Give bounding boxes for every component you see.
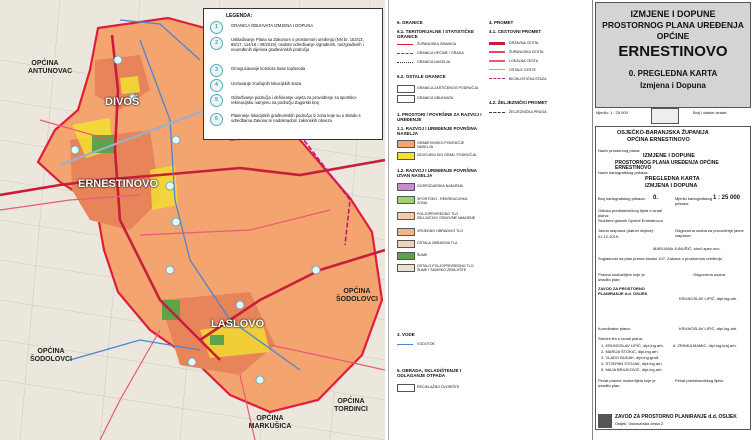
scale-label: Mjerilo kartografskog prikaza: [675,196,713,206]
legend-row: OSTALO POLJOPRIVREDNO TLO, ŠUME I ŠUMSKO ZEMLJIŠTE [417,264,475,272]
maker-name: ZAVOD ZA PROSTORNO PLANIRANJE d.d. OSIJEK [598,286,648,296]
swatch-detached-zone [397,152,415,160]
team-member: 3. VLADO BUDAK, dipl.ing.građ. [601,355,660,360]
team-member: 4. STJEPAN STOJAK, dipl.ing.arh. [601,361,663,366]
section-title: 4. PROMET [489,20,514,25]
swatch-rail [489,112,505,113]
legend-num: 2 [210,37,223,50]
legend-row: BICIKLISTIČKA STAZA [509,77,547,81]
map-label: Naziv kartografskog prikaza: [598,170,649,175]
swatch-recycling [397,384,415,392]
legend-row: GRANICA ZAŠTIĆENOG PODRUČJA [417,86,479,90]
swatch-local-road [489,60,505,62]
legend-row: VODOTOK [417,342,435,346]
legend-row: ŠUME [417,253,428,257]
legend-row: GRANICA NASELJA [417,60,451,64]
plan-name-2: PROSTORNOG PLANA UREĐENJA OPĆINE ERNESTINOVO [615,160,719,171]
public-label: Javna rasprava (datum objave): [598,228,655,233]
seal-label: Pečat pravne osobe/tijela koje je izradilo plan: [598,378,656,388]
swatch-protected [397,85,415,93]
map-legend-box [203,8,383,140]
map-name-1: PREGLEDNA KARTA [645,176,700,182]
swatch-sport [397,196,415,204]
town-label-ernestinovo: ERNESTINOVO [78,178,159,190]
town-label-divos: DIVOŠ [105,96,140,108]
coord-name: KRUNOSLAV LIPIĆ, dipl.ing.arh. [679,326,738,331]
place-label-sodolovci-west: OPĆINA ŠODOLOVCI [30,348,73,363]
legend-num: 4 [210,79,223,92]
section-title: 1.2. RAZVOJ I UREĐENJE POVRŠINA IZVAN NASELJA [397,168,477,178]
legend-row: RECIKLAŽNO DVORIŠTE [417,385,460,389]
legend-row: LOKALNA CESTA [509,59,539,63]
legend-num: 6 [210,113,223,126]
swatch-settlement-border [397,62,413,63]
coord-label: Koordinator plana: [598,326,631,331]
team-member: 6. ZRINKA MAMIĆ, dipl.ing.kraj.arh. [673,343,737,348]
map-name-2: IZMJENA I DOPUNA [645,183,698,189]
header-name: ERNESTINOVO [618,43,728,60]
swatch-scope [397,95,415,103]
header-map-title-2: Izmjena i Dopuna [640,81,706,90]
legend-row: IZDVOJENI DIO GRAĐ. PODRUČJA [417,153,477,157]
plan-label: Naziv prostornog plana: [598,148,641,153]
header-map-title-1: 0. PREGLEDNA KARTA [628,69,718,78]
section-title: 6. GRANICE [397,20,423,25]
team-label: Stručni tim u izradi plana: [598,336,643,341]
legend-item: Planiranje lokacijskih građevinskih područja iz zona koje su u skladu s odredbama Zakona te nadoknadom zakonskih obveza [231,113,361,123]
title-header [595,2,751,108]
overview-map-thumb [651,108,679,124]
resp-name: KRUNOSLAV LIPIĆ, dipl.ing.arh. [679,296,738,301]
swatch-other-soil [397,240,415,248]
title-block [592,0,752,440]
section-title: 4.1. CESTOVNI PROMET [489,29,542,34]
legend-num: 3 [210,64,223,77]
team-member: 5. MAJA BRAJKOVIĆ, dipl.ing.arh. [601,367,663,372]
legend-row: GRANICA OBUHVATA [417,96,454,100]
swatch-forest [397,252,415,260]
legend-num: 5 [210,94,223,107]
swatch-other-road [489,69,505,70]
legend-title: LEGENDA: [226,13,253,19]
header-line-2: PROSTORNOG PLANA UREĐENJA [602,20,744,30]
number-value: 0. [653,195,659,201]
footer-company: ZAVOD ZA PROSTORNO PLANIRANJE d.d. OSIJEK [615,414,737,420]
team-member: 2. MARIJA ŠTOKIĆ, dipl.ing.arh. [601,349,659,354]
swatch-other-agri [397,264,415,272]
scale-value: 1 : 25 000 [713,195,741,201]
legend-item: GRANICA OBUHVATA IZMJENA I DOPUNA [231,23,314,28]
legend-row: OSTALA OBRADIVA TLA [417,241,458,245]
swatch-settlement-zone [397,140,415,148]
legend-panel [388,0,579,440]
number-label: Broj kartografskog prikaza: [598,196,646,201]
legend-item: Određivanje područja i definiranje uvjeta za provođenje za sportsko-rekreacijsku namjenu na području Zagorski kraj [231,95,358,105]
legend-item: Ucrtavanje značajnih lokacijskih staza [231,81,302,86]
legend-row: VRIJEDNO OBRADIVO TLO [417,229,464,233]
team-member: 1. KRUNOSLAV LIPIĆ, dipl.ing.arh. [601,343,664,348]
seal2-label: Pečat predstavničkog tijela: [675,378,724,383]
legend-row: ŽELJEZNIČKA PRUGA [509,110,547,114]
legend-row: DRŽAVNA CESTA [509,41,539,45]
decision-label: Odluka predstavničkog tijela o izradi plana: [598,208,663,218]
legend-item: Usklađivanje Plana sa Zakonom o prostornom uređenju (NN br. 153/13, 65/17, 114/18 i 39/2019), osobito određivanje izgrađenih, neizgrađenih i neuređenih dijelova građevinskih područja [231,37,364,52]
yellow-zone-4 [120,76,140,94]
footer-address: Osijek, Vukovarska cesta 2 [615,421,664,426]
legend-row: ŽUPANIJSKA GRANICA [417,42,457,46]
swatch-state-road [489,42,505,45]
maker-label: Pravna osoba/tijelo koje je izradilo plan: [598,272,645,282]
place-label-sodolovci-east: OPĆINA ŠODOLOVCI [336,288,379,303]
swatch-agri-basic [397,212,415,220]
resp-label: Odgovorna osoba: [693,272,726,277]
place-label-antunovac: OPĆINA ANTUNOVAC [28,60,73,75]
swatch-county-border [397,44,413,45]
section-title: 6.1. TERITORIJALNE I STATISTIČKE GRANICE [397,29,475,39]
header-line-1: IZMJENE I DOPUNE [630,9,716,19]
legend-row: POLJOPRIVREDNO TLO ISKLJUČIVO OSNOVNE NAMJENE [417,212,476,220]
swatch-valuable-soil [397,228,415,236]
header-line-3: OPĆINE [656,31,690,41]
section-title: 1.1. RAZVOJ I UREĐENJE POVRŠINA NASELJA [397,126,477,136]
swatch-county-road [489,51,505,53]
place-label-tordinci: OPĆINA TORDINCI [334,398,368,413]
municipality: OPĆINA ERNESTINOVO [627,137,690,143]
swatch-water [397,344,413,345]
public-date: 01.12.2019. [598,234,620,239]
scale-small: Mjerilo: 1 : 25 000 [596,110,628,115]
town-label-laslovo: LASLOVO [211,318,265,330]
legend-row: ŽUPANIJSKA CESTA [509,50,544,54]
legend-row: OSTALE CESTE [509,68,536,72]
legend-num: 1 [210,21,223,34]
swatch-municipal-border [397,53,413,54]
responsible-name: MARIJANA JUNUŠIĆ, struč.spec.oec. [653,246,721,251]
consent-label: Suglasnost na plan prema članku 107. Zakona o prostornom uređenju [598,256,722,261]
footer-logo [598,414,612,428]
legend-row: GRANICA OPĆINE / GRADA [417,51,464,55]
legend-item: Omogućavanje koridora trase toplovoda [231,66,306,71]
place-label-markusica: OPĆINA MARKUŠICA [248,415,292,430]
responsible-label: Odgovorna osoba za provođenje javne rasprave: [675,228,744,238]
plan-name-1: IZMJENE I DOPUNE [643,153,695,159]
legend-row: GRAĐEVINSKO PODRUČJE NASELJA [417,141,465,149]
county: OSJEČKO-BARANJSKA ŽUPANIJA [617,130,709,136]
section-title: 4.2. ŽELJEZNIČKI PROMET [489,100,548,105]
section-title: 6.2. OSTALE GRANICE [397,74,446,79]
section-title: 5. OBRADA, SKLADIŠTENJE I ODLAGANJE OTPADA [397,368,462,378]
section-title: 1. PROSTORI / POVRŠINE ZA RAZVOJ I UREĐENJE [397,112,482,122]
section-title: 3. VODE [397,332,415,337]
green-zone-3 [210,335,224,345]
decision-value: Službeni glasnik Općine Ernestinovo [598,218,663,223]
swatch-economic [397,183,415,191]
legend-row: SPORTSKO - REKREACIJSKA ZONA [417,197,468,205]
date-small: Broj i datum izrade: [693,110,728,115]
swatch-bike [489,78,505,79]
legend-row: GOSPODARSKA NAMJENA [417,184,463,188]
